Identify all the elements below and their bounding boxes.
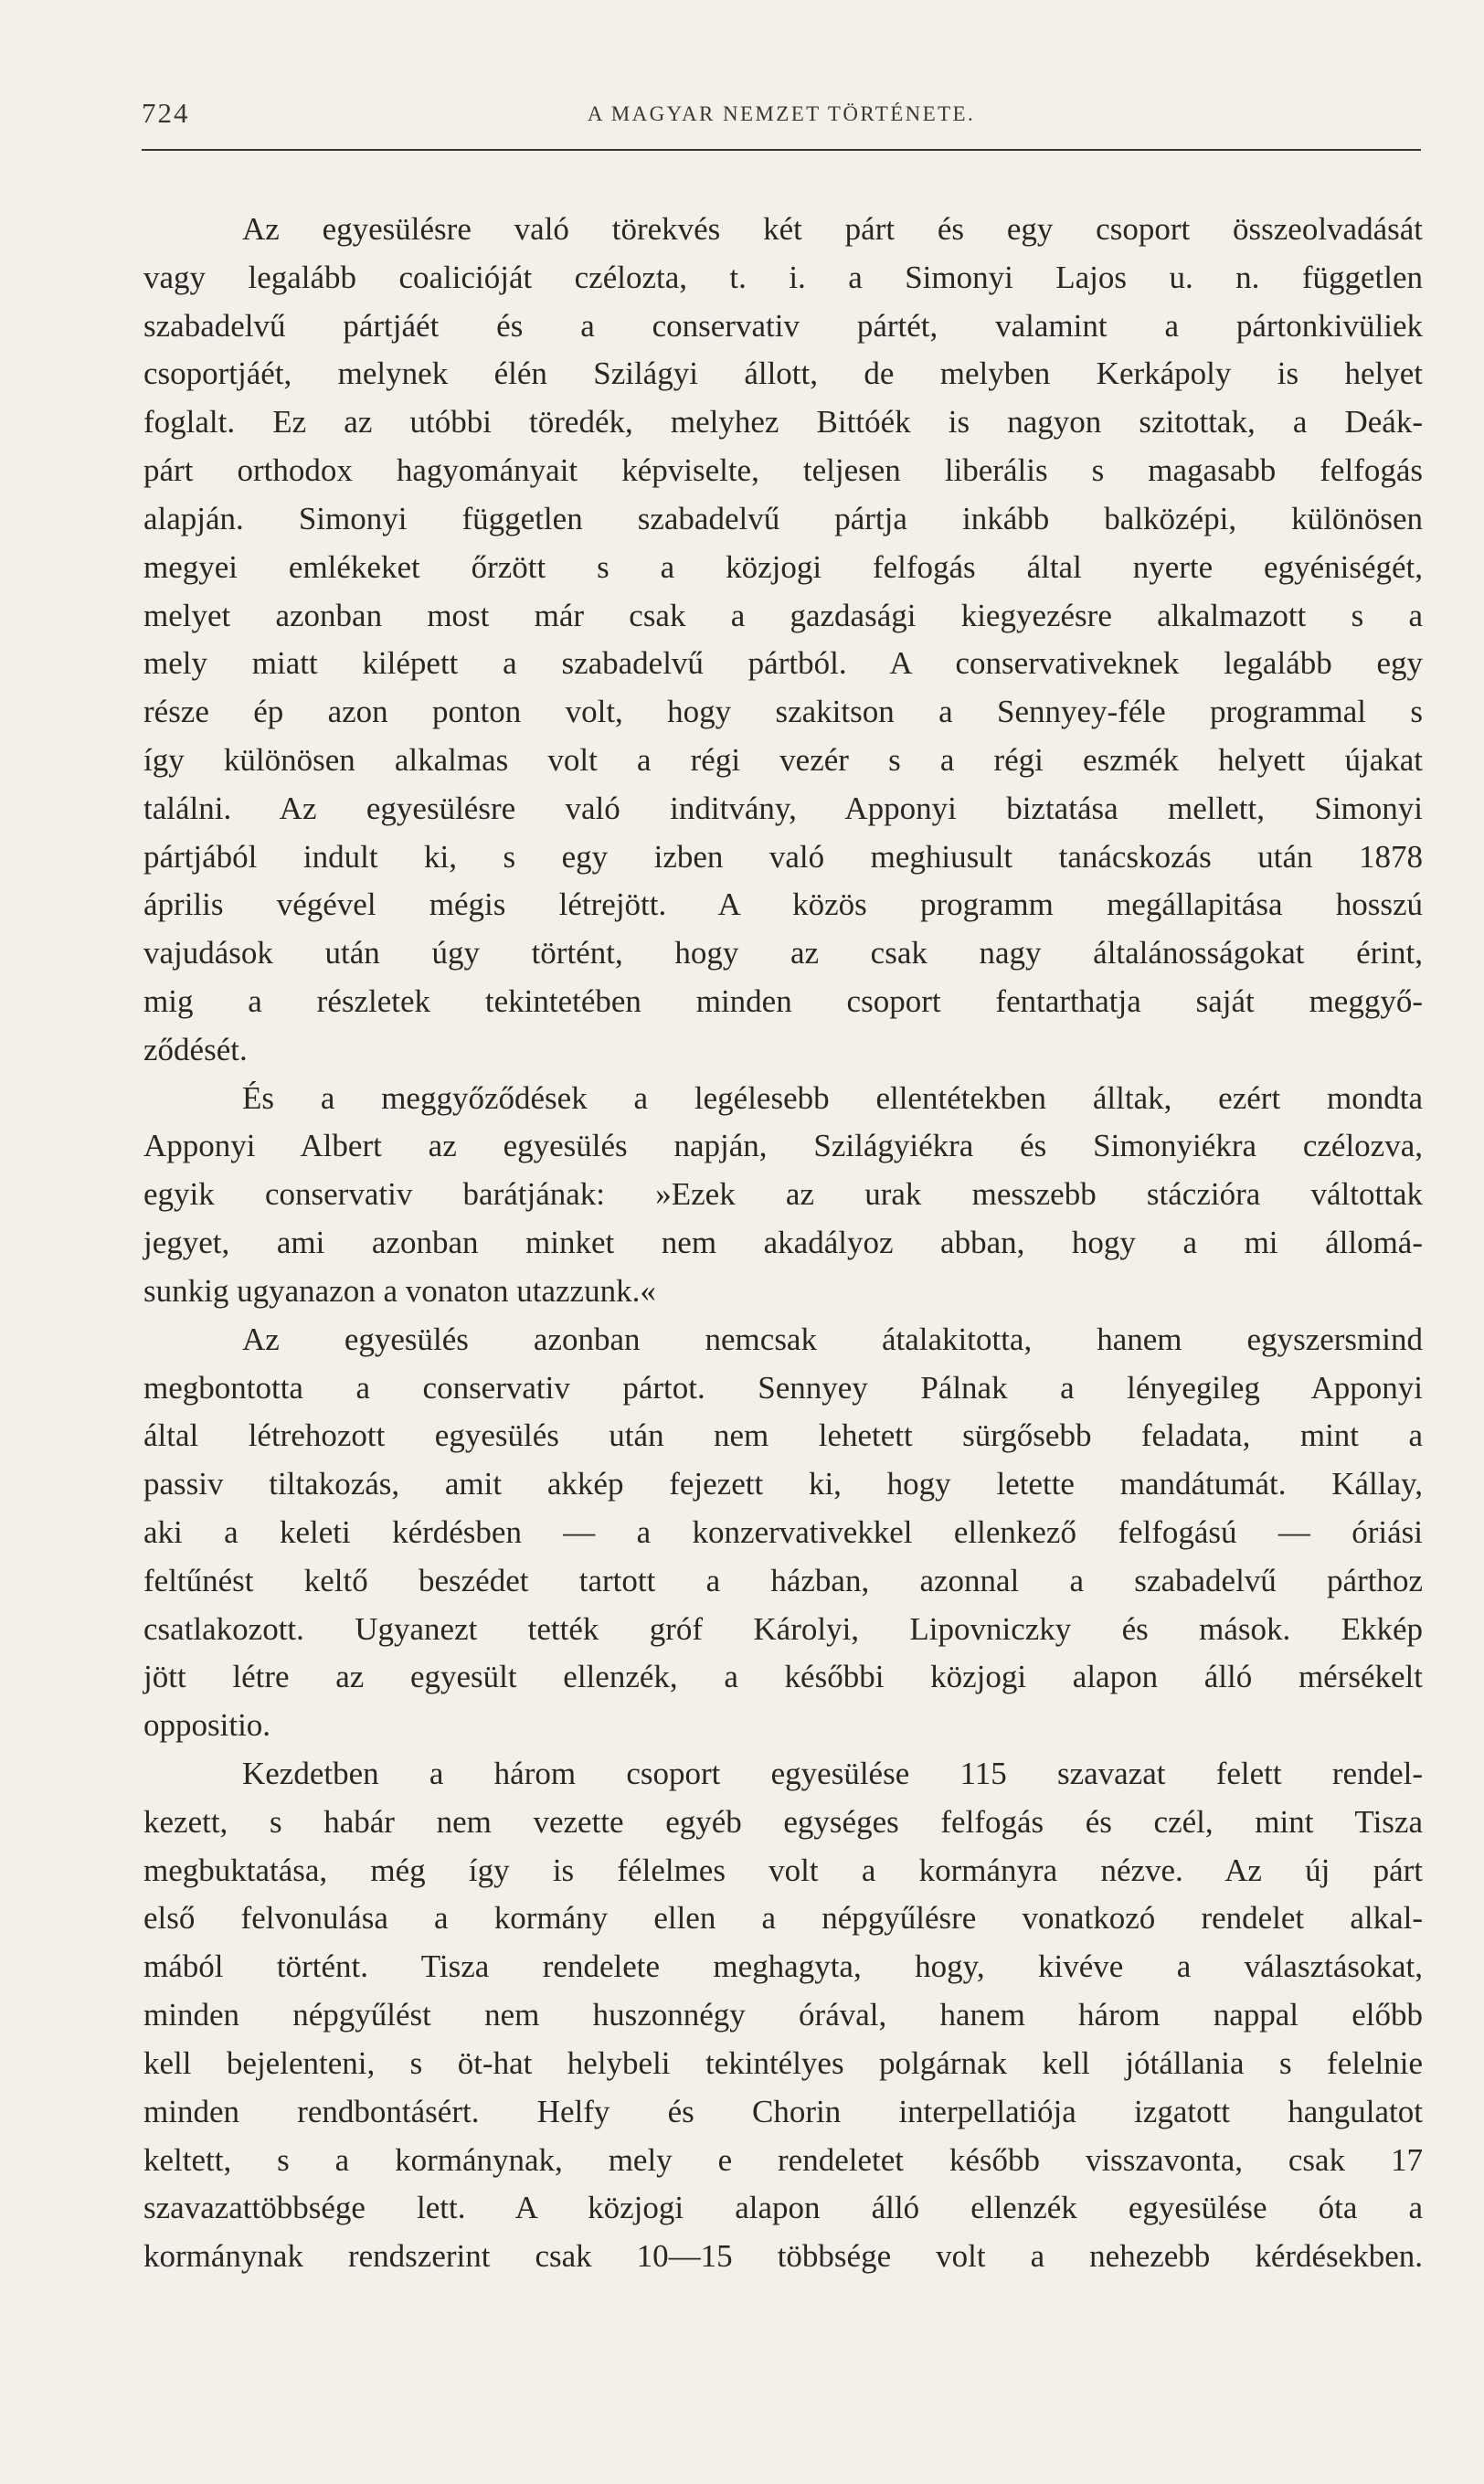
text-line: alapján. Simonyi független szabadelvű pártja inkább balközépi, különösen <box>143 500 1423 536</box>
page-header <box>142 97 1421 141</box>
text-line: csoportjáét, melynek élén Szilágyi állott, de melyben Kerkápoly is helyet <box>143 356 1423 392</box>
text-line: csatlakozott. Ugyanezt tették gróf Károlyi, Lipovniczky és mások. Ekkép <box>143 1610 1423 1647</box>
text-line: szabadelvű pártjáét és a conservativ pártét, valamint a pártonkivüliek <box>143 307 1423 344</box>
text-line: találni. Az egyesülésre való inditvány, Apponyi biztatása mellett, Simonyi <box>143 790 1423 826</box>
text-line: szavazattöbbsége lett. A közjogi alapon álló ellenzék egyesülése óta a <box>143 2190 1423 2226</box>
text-line: kormánynak rendszerint csak 10—15 többsége volt a nehezebb kérdésekben. <box>143 2238 1423 2275</box>
text-line: melyet azonban most már csak a gazdasági kiegyezésre alkalmazott s a <box>143 597 1423 633</box>
text-line: első felvonulása a kormány ellen a népgyűlésre vonatkozó rendelet alkal- <box>143 1900 1423 1937</box>
text-line: mely miatt kilépett a szabadelvű pártból. A conservativeknek legalább egy <box>143 645 1423 682</box>
page-number: 724 <box>142 97 190 129</box>
text-line: aki a keleti kérdésben — a konzervativekkel ellenkező felfogású — óriási <box>143 1513 1423 1550</box>
header-rule <box>142 149 1421 151</box>
text-line: minden népgyűlést nem huszonnégy órával, hanem három nappal előbb <box>143 1997 1423 2033</box>
text-line: minden rendbontásért. Helfy és Chorin interpellatiója izgatott hangulatot <box>143 2093 1423 2129</box>
text-line: foglalt. Ez az utóbbi töredék, melyhez Bittóék is nagyon szitottak, a Deák- <box>143 404 1423 441</box>
text-line: által létrehozott egyesülés után nem lehetett sürgősebb feladata, mint a <box>143 1417 1423 1454</box>
running-title: A MAGYAR NEMZET TÖRTÉNETE. <box>587 102 976 125</box>
text-line: Kezdetben a három csoport egyesülése 115 szavazat felett rendel- <box>242 1756 1423 1791</box>
text-line: Az egyesülésre való törekvés két párt és egy csoport összeolvadását <box>242 211 1423 247</box>
text-line: megbuktatása, még így is félelmes volt a kormányra nézve. Az új párt <box>143 1852 1423 1888</box>
text-line: mából történt. Tisza rendelete meghagyta, hogy, kivéve a választásokat, <box>143 1948 1423 1985</box>
text-line: oppositio. <box>143 1707 271 1744</box>
text-line: vagy legalább coalicióját czélozta, t. i. a Simonyi Lajos u. n. független <box>143 259 1423 295</box>
text-line: feltűnést keltő beszédet tartott a házban, azonnal a szabadelvű párthoz <box>143 1562 1423 1598</box>
text-line: mig a részletek tekintetében minden csoport fentarthatja saját meggyő- <box>143 983 1423 1019</box>
text-line: És a meggyőződések a legélesebb ellentétekben álltak, ezért mondta <box>242 1079 1423 1116</box>
text-line: így különösen alkalmas volt a régi vezér s a régi eszmék helyett újakat <box>143 741 1423 778</box>
text-line: egyik conservativ barátjának: »Ezek az urak messzebb stáczióra váltottak <box>143 1176 1423 1213</box>
text-line: április végével mégis létrejött. A közös programm megállapitása hosszú <box>143 886 1423 923</box>
text-line: jegyet, ami azonban minket nem akadályoz abban, hogy a mi állomá- <box>143 1225 1423 1261</box>
text-line: Apponyi Albert az egyesülés napján, Szilágyiékra és Simonyiékra czélozva, <box>143 1128 1423 1164</box>
text-line: Az egyesülés azonban nemcsak átalakitotta, hanem egyszersmind <box>242 1321 1423 1357</box>
text-line: megyei emlékeket őrzött s a közjogi felfogás által nyerte egyéniségét, <box>143 548 1423 585</box>
text-line: pártjából indult ki, s egy izben való meghiusult tanácskozás után 1878 <box>143 838 1423 875</box>
text-line: vajudások után úgy történt, hogy az csak nagy általánosságokat érint, <box>143 935 1423 971</box>
text-line: passiv tiltakozás, amit akkép fejezett ki, hogy letette mandátumát. Kállay, <box>143 1466 1423 1502</box>
text-line: jött létre az egyesült ellenzék, a későbbi közjogi alapon álló mérsékelt <box>143 1659 1423 1695</box>
text-line: kell bejelenteni, s öt-hat helybeli tekintélyes polgárnak kell jótállania s felelnie <box>143 2044 1423 2081</box>
text-line: része ép azon ponton volt, hogy szakitson a Sennyey-féle programmal s <box>143 694 1423 730</box>
text-line: párt orthodox hagyományait képviselte, teljesen liberális s magasabb felfogás <box>143 452 1423 489</box>
body-text <box>143 206 1423 2281</box>
text-line: megbontotta a conservativ pártot. Sennyey Pálnak a lényegileg Apponyi <box>143 1369 1423 1406</box>
text-line: ződését. <box>143 1031 248 1067</box>
text-line: sunkig ugyanazon a vonaton utazzunk.« <box>143 1272 656 1309</box>
text-line: keltett, s a kormánynak, mely e rendeletet később visszavonta, csak 17 <box>143 2141 1423 2178</box>
text-line: kezett, s habár nem vezette egyéb egységes felfogás és czél, mint Tisza <box>143 1803 1423 1840</box>
